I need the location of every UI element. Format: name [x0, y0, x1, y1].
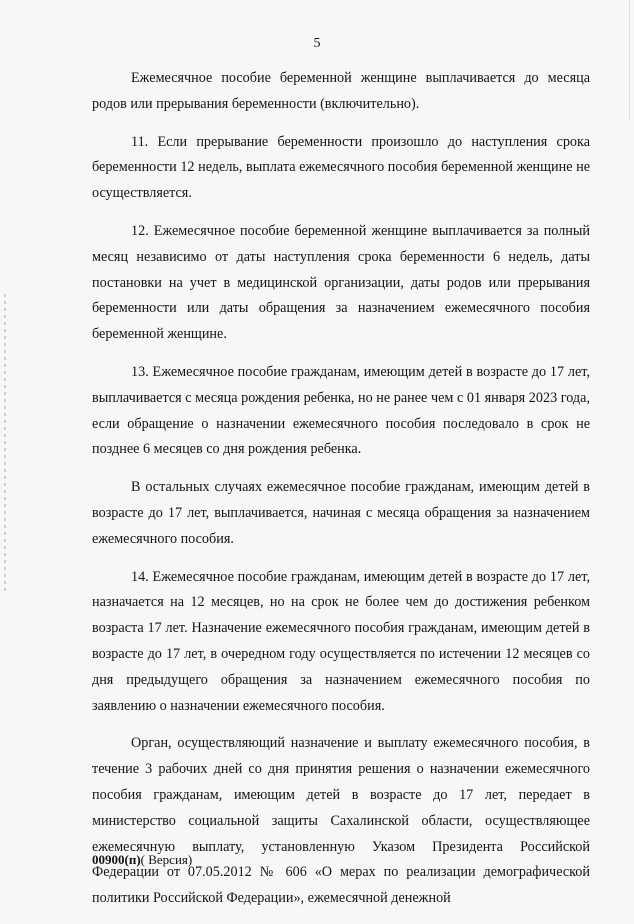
- document-body: [92, 66, 590, 924]
- paragraph: 14. Ежемесячное пособие гражданам, имеющим детей в возрасте до 17 лет, назначается на 12 месяцев, но на срок не более чем до достижения ребенком возраста 17 лет. Назначение ежемесячного пособия гражданам, имеющим детей в возрасте до 17 лет, в очередном году осуществляется по истечении 12 месяцев со дня предыдущего обращения за назначением ежемесячного пособия по заявлению о назначении ежемесячного пособия.: [92, 568, 590, 714]
- paragraph: Ежемесячное пособие беременной женщине выплачивается до месяца родов или прерывания беременности (включительно).: [92, 70, 590, 112]
- document-footer: [92, 852, 192, 868]
- document-version: ( Версия): [140, 852, 193, 867]
- paragraph: Орган, осуществляющий назначение и выплату ежемесячного пособия, в течение 3 рабочих дней со дня принятия решения о назначении ежемесячного пособия гражданам, имеющим детей в возрасте до 17 лет, передает в министерство социальной защиты Сахалинской области, осуществляющее ежемесячную выплату, установленную Указом Президента Российской Федерации от 07.05.2012 № 606 «О мерах по реализации демографической политики Российской Федерации», ежемесячной денежной: [92, 735, 590, 907]
- scan-edge-mark: [4, 294, 6, 594]
- document-code: 00900(п): [92, 852, 141, 867]
- paragraph: 11. Если прерывание беременности произошло до наступления срока беременности 12 недель, выплата ежемесячного пособия беременной женщине не осуществляется.: [92, 133, 590, 202]
- paragraph: 13. Ежемесячное пособие гражданам, имеющим детей в возрасте до 17 лет, выплачивается с месяца рождения ребенка, но не ранее чем с 01 января 2023 года, если обращение о назначении ежемесячного пособия последовало в срок не позднее 6 месяцев со дня рождения ребенка.: [92, 363, 590, 458]
- paragraph: В остальных случаях ежемесячное пособие гражданам, имеющим детей в возрасте до 17 лет, выплачивается, начиная с месяца обращения за назначением ежемесячного пособия.: [92, 479, 590, 547]
- paragraph: 12. Ежемесячное пособие беременной женщине выплачивается за полный месяц независимо от даты наступления срока беременности 6 недель, даты постановки на учет в медицинской организации, даты родов или прерывания беременности или даты обращения за назначением ежемесячного пособия беременной женщине.: [92, 222, 590, 343]
- page-number: 5: [313, 36, 321, 51]
- scan-edge-mark-right: [629, 0, 630, 120]
